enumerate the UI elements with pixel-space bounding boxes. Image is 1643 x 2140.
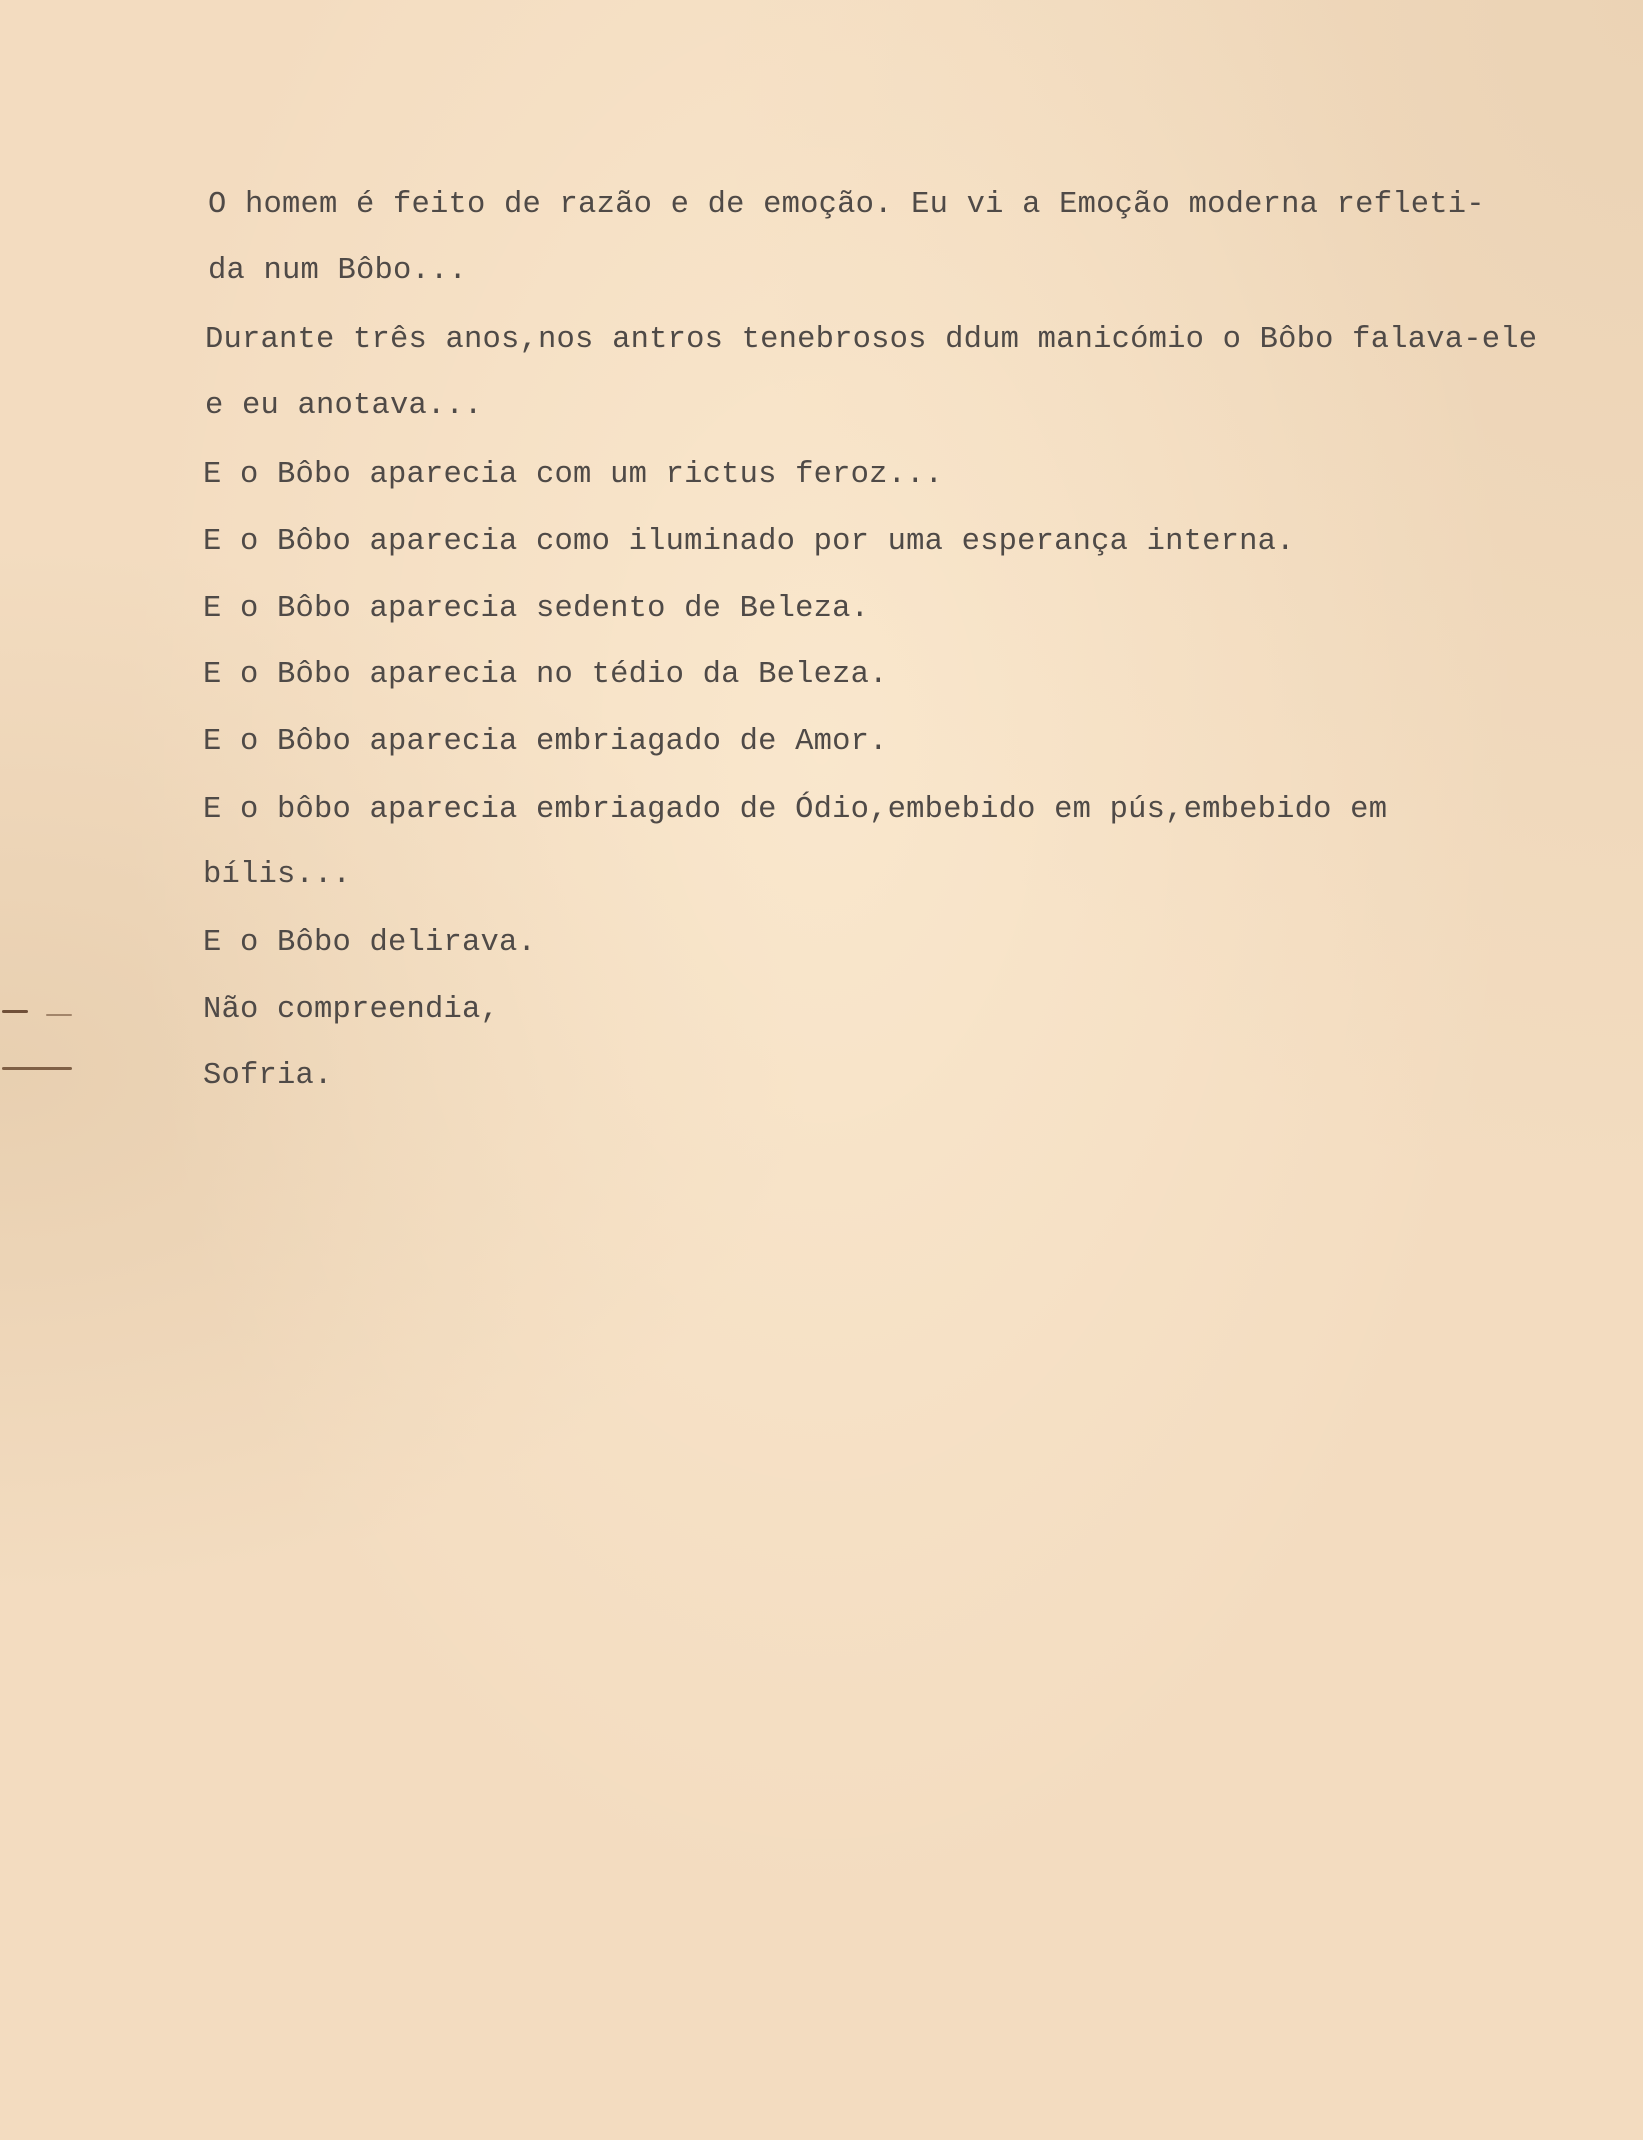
text-line-11: bílis... bbox=[203, 858, 352, 892]
margin-ink-mark bbox=[46, 1014, 72, 1016]
text-line-4: e eu anotava... bbox=[205, 389, 483, 423]
text-line-1: O homem é feito de razão e de emoção. Eu vi a Emoção moderna refleti- bbox=[208, 188, 1485, 222]
text-line-13: Não compreendia, bbox=[203, 993, 500, 1027]
text-line-8: E o Bôbo aparecia no tédio da Beleza. bbox=[203, 658, 888, 692]
text-line-7: E o Bôbo aparecia sedento de Beleza. bbox=[203, 592, 870, 626]
text-line-10: E o bôbo aparecia embriagado de Ódio,embebido em pús,embebido em bbox=[203, 793, 1388, 827]
text-line-12: E o Bôbo delirava. bbox=[203, 926, 537, 960]
margin-ink-mark bbox=[2, 1010, 28, 1013]
text-line-9: E o Bôbo aparecia embriagado de Amor. bbox=[203, 725, 888, 759]
text-line-6: E o Bôbo aparecia como iluminado por uma esperança interna. bbox=[203, 525, 1295, 559]
text-line-14: Sofria. bbox=[203, 1059, 333, 1093]
text-line-2: da num Bôbo... bbox=[208, 254, 468, 288]
text-line-5: E o Bôbo aparecia com um rictus feroz... bbox=[203, 458, 944, 492]
text-line-3: Durante três anos,nos antros tenebrosos ddum manicómio o Bôbo falava-ele bbox=[205, 323, 1538, 357]
margin-ink-mark bbox=[2, 1067, 72, 1070]
